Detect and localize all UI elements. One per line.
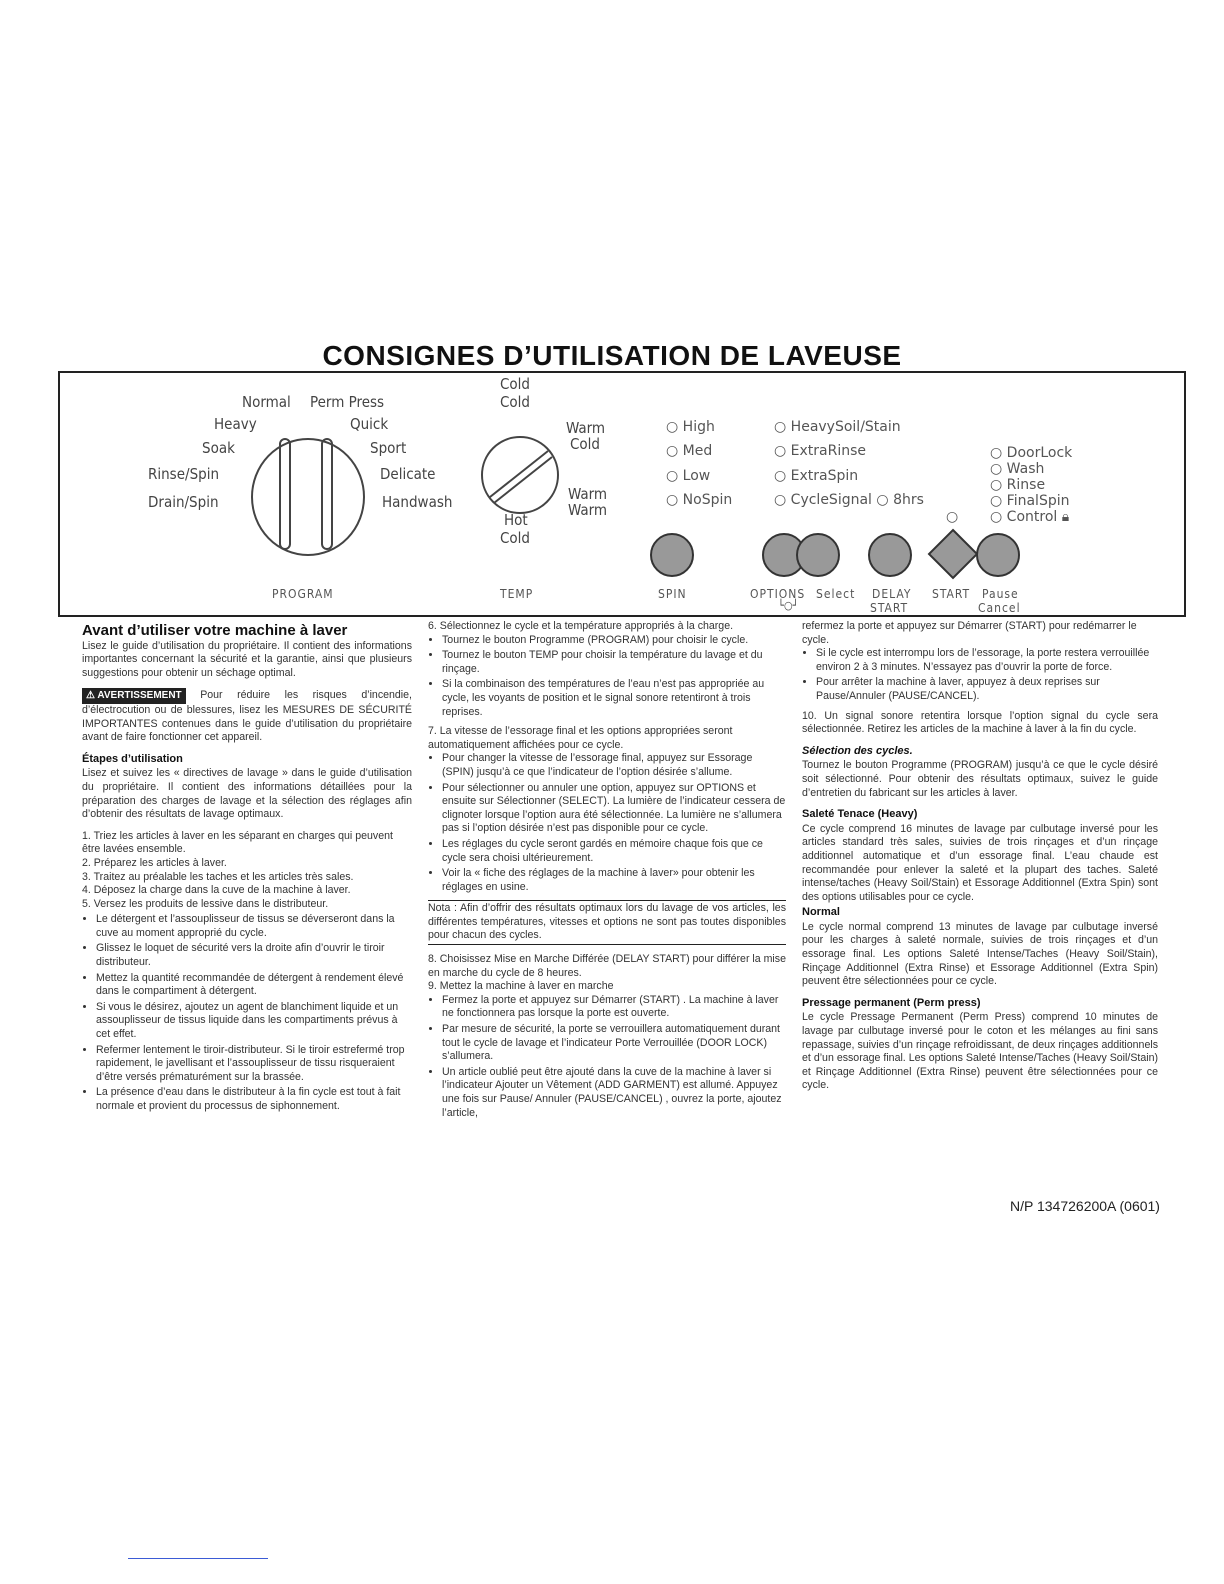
steps-intro: Lisez et suivez les « directives de lavage » dans le guide d’utilisation du propriétaire. Il contient des informations détaillées pour la préparation des charges de lavage et la sélection des réglages afin d’obtenir des résultats de lavage optimaux. [82, 767, 412, 821]
list-item: • Si le cycle est interrompu lors de l’essorage, la porte restera verrouillée environ 2 à 3 minutes. N’essayez pas d’ouvrir la porte de force. [816, 647, 1158, 674]
bullet-list [428, 752, 786, 894]
spin-option: ○ Med [666, 443, 713, 459]
list-item: • Un article oublié peut être ajouté dans la cuve de la machine à laver si l’indicateur Ajouter un Vêtement (ADD GARMENT) est allumé. Appuyez une fois sur Pause/ Annuler (PAUSE/CANCEL) , ouvrez la porte, ajoutez l’article, [442, 1066, 786, 1120]
list-item: • Tournez le bouton TEMP pour choisir la température du lavage et du rinçage. [442, 649, 786, 676]
status-light: ○ FinalSpin [990, 493, 1070, 509]
delay-label-1: DELAY [872, 587, 912, 601]
list-item: • Le détergent et l’assouplisseur de tissus se déverseront dans la cuve au moment approprié du cycle. [96, 913, 412, 940]
column-1 [82, 624, 412, 1120]
option-item: ○ ExtraSpin [774, 468, 859, 484]
temp-warm-warm-2: Warm [568, 501, 608, 519]
intro-paragraph: Lisez le guide d’utilisation du propriétaire. Il contient des informations importantes concernant la sécurité et la garantie, ainsi que plusieurs suggestions pour obtenir un séchage optimal. [82, 639, 412, 679]
list-item: 4. Déposez la charge dans la cuve de la machine à laver. [82, 884, 351, 897]
steps-heading: Étapes d’utilisation [82, 752, 183, 765]
spin-button[interactable] [648, 531, 696, 579]
column-2 [428, 620, 786, 1126]
bullet-list [428, 634, 786, 720]
heavy-heading: Saleté Tenace (Heavy) [802, 808, 918, 821]
bullet-list [82, 913, 412, 1113]
control-panel [58, 371, 1186, 617]
normal-text: Le cycle normal comprend 13 minutes de lavage par culbutage inversé pour les charges à saleté normale, suivies de trois rinçages et d’un essorage final. Les options Saleté Intense/Taches (Heavy Soil/Stain), Rinçage Additionnel (Extra Rinse) et Essorage Additionnel (Extra Spin) peuvent être sélectionnées pour ce cycle. [802, 920, 1158, 988]
temp-cold-cold-1: Cold [500, 375, 530, 393]
cycle-quick: Quick [350, 415, 389, 433]
spin-option: ○ NoSpin [666, 492, 733, 508]
delay-start-button[interactable] [866, 531, 914, 579]
temp-hot-cold-1: Hot [504, 511, 528, 529]
note-box: Nota : Afin d’offrir des résultats optimaux lors du lavage de vos articles, les différentes températures, vitesses et options ne sont pas toutes disponibles pour chacun des cycles. [428, 900, 786, 945]
list-item: 10. Un signal sonore retentira lorsque l’option signal du cycle sera sélectionnée. Retirez les articles de la machine à laver à la fin du cycle. [802, 709, 1158, 736]
spin-option: ○ High [666, 419, 715, 435]
pause-label: Pause [982, 587, 1019, 601]
list-item: • Si vous le désirez, ajoutez un agent de blanchiment liquide et un assouplisseur de tissus liquide dans les compartiments prévus à cet effet. [96, 1001, 412, 1042]
warning-paragraph: ⚠ AVERTISSEMENT Pour réduire les risques d’incendie, d’électrocution ou de blessures, lisez les MESURES DE SÉCURITÉ IMPORTANTES contenues dans le guide d’utilisation du propriétaire avant de faire fonctionner cet appareil. [82, 689, 412, 744]
list-item: 2. Préparez les articles à laver. [82, 856, 227, 869]
list-item: 3. Traitez au préalable les taches et les articles très sales. [82, 870, 354, 883]
cycle-drain-spin: Drain/Spin [148, 493, 219, 511]
bullet-list [802, 647, 1158, 703]
divider [128, 1558, 268, 1559]
cycle-soak: Soak [202, 439, 235, 457]
cycle-delicate: Delicate [380, 465, 436, 483]
option-item: ○ CycleSignal ○ 8hrs [774, 492, 924, 508]
warning-badge: ⚠ AVERTISSEMENT [82, 688, 186, 704]
start-button[interactable] [926, 527, 980, 581]
spin-option: ○ Low [666, 468, 711, 484]
option-item: ○ HeavySoil/Stain [774, 419, 901, 435]
page-title: CONSIGNES D’UTILISATION DE LAVEUSE [322, 340, 902, 371]
list-item: • Pour arrêter la machine à laver, appuyez à deux reprises sur Pause/Annuler (PAUSE/CANCEL). [816, 676, 1158, 703]
list-item: • Refermer lentement le tiroir-distributeur. Si le tiroir estrefermé trop rapidement, le javellisant et l’assouplisseur de tissu risqueraient d’être versés prématurément sur la brassée. [96, 1044, 412, 1085]
list-item: • Mettez la quantité recommandée de détergent à rendement élevé dans le compartiment à détergent. [96, 972, 412, 999]
delay-label-2: START [870, 601, 909, 615]
temp-warm-warm-1: Warm [568, 485, 608, 503]
status-light: ○ Rinse [990, 477, 1046, 493]
list-item: • Tournez le bouton Programme (PROGRAM) pour choisir le cycle. [442, 634, 786, 648]
heavy-text: Ce cycle comprend 16 minutes de lavage par culbutage inversé pour les articles standard très sales, suivies de trois rinçages et d’un rinçage additionnel automatique et d’un essorage final. L’eau chaude est recommandée pour enlever la saleté et la plupart des taches. Saleté intense/taches (Heavy Soil/Stain) et Essorage Additionnel (Extra Spin) sont des options utilisables pour ce cycle. [802, 822, 1158, 903]
temp-dial[interactable] [472, 427, 568, 523]
column-3 [802, 620, 1158, 1101]
cycle-normal: Normal [242, 393, 291, 411]
cycle-handwash: Handwash [382, 493, 453, 511]
temp-warm-cold-1: Warm [566, 419, 606, 437]
list-item: • La présence d’eau dans le distributeur à la fin cycle est tout à fait normale et provient du processus de siphonnement. [96, 1086, 412, 1113]
temp-hot-cold-2: Cold [500, 529, 530, 547]
perm-heading: Pressage permanent (Perm press) [802, 996, 981, 1009]
list-item: • Voir la « fiche des réglages de la machine à laver» pour obtenir les réglages en usine. [442, 867, 786, 894]
program-dial[interactable] [238, 423, 378, 573]
perm-text: Le cycle Pressage Permanent (Perm Press) comprend 10 minutes de lavage par culbutage inversé pour le coton et les mélanges au fini sans repassage, suivies d’un rinçage refroidissant, de deux rinçages additionnels et d’un essorage final. Les options Saleté Intense/Taches (Heavy Soil/Stain) et Rinçage Additionnel (Extra Rinse) peuvent être sélectionnées pour ce cycle. [802, 1011, 1158, 1092]
lock-icon: └○┘ [778, 599, 799, 612]
pause-cancel-button[interactable] [974, 531, 1022, 579]
start-label: START [932, 587, 971, 601]
status-light: ○ Wash [990, 461, 1045, 477]
lock-icon: 🔒︎ [1061, 509, 1070, 525]
cycle-sport: Sport [370, 439, 407, 457]
list-item: 6. Sélectionnez le cycle et la température appropriés à la charge. [428, 620, 734, 632]
delay-indicator: ○ [946, 509, 959, 525]
list-item: 5. Versez les produits de lessive dans le distributeur. [82, 897, 329, 910]
temp-warm-cold-2: Cold [570, 435, 600, 453]
list-item: • Pour sélectionner ou annuler une option, appuyez sur OPTIONS et ensuite sur Sélectionner (SELECT). La lumière de l’indicateur cessera de clignoter lorsque l’option aura été sélectionnée. La lumière ne s’allumera pas si l’option désirée n’est pas disponible pour ce cycle. [442, 782, 786, 836]
cycle-heavy: Heavy [214, 415, 257, 433]
list-item: 9. Mettez la machine à laver en marche [428, 980, 614, 993]
list-item: • Glissez le loquet de sécurité vers la droite afin d’ouvrir le tiroir distributeur. [96, 942, 412, 969]
option-item: ○ ExtraRinse [774, 443, 867, 459]
program-label: PROGRAM [272, 587, 334, 601]
list-item: 7. La vitesse de l’essorage final et les options appropriées seront automatiquement affichées pour ce cycle. [428, 725, 733, 751]
cycle-rinse-spin: Rinse/Spin [148, 465, 220, 483]
list-item: 8. Choisissez Mise en Marche Différée (DELAY START) pour différer la mise en marche du cycle de 8 heures. [428, 953, 786, 979]
numbered-list [82, 830, 412, 912]
bullet-list [428, 994, 786, 1120]
section-heading: Avant d’utiliser votre machine à laver [82, 622, 348, 639]
cycle-perm-press: Perm Press [310, 393, 385, 411]
continued-text: refermez la porte et appuyez sur Démarrer (START) pour redémarrer le cycle. [802, 620, 1137, 646]
status-light: ○ Control 🔒︎ [990, 509, 1070, 525]
list-item: • Pour changer la vitesse de l’essorage final, appuyez sur Essorage (SPIN) jusqu’à ce que l’indicateur de l’option désirée s’allume. [442, 752, 786, 779]
list-item: • Par mesure de sécurité, la porte se verrouillera automatiquement durant tout le cycle de lavage et l’indicateur Porte Verrouillée (DOOR LOCK) s’allumera. [442, 1023, 786, 1064]
select-label: Select [816, 587, 856, 601]
status-light: ○ DoorLock [990, 445, 1073, 461]
spin-label: SPIN [658, 587, 687, 601]
list-item: • Fermez la porte et appuyez sur Démarrer (START) . La machine à laver ne fonctionnera pas lorsque la porte est ouverte. [442, 994, 786, 1021]
options-label: OPTIONS [750, 587, 806, 601]
select-button[interactable] [794, 531, 842, 579]
cancel-label: Cancel [978, 601, 1021, 615]
temp-cold-cold-2: Cold [500, 393, 530, 411]
part-number: N/P 134726200A (0601) [1010, 1198, 1160, 1214]
temp-label: TEMP [500, 587, 534, 601]
status-lights [990, 445, 1072, 525]
normal-heading: Normal [802, 906, 840, 919]
selection-heading: Sélection des cycles. [802, 744, 913, 757]
list-item: 1. Triez les articles à laver en les séparant en charges qui peuvent être lavées ensemble. [82, 829, 393, 856]
selection-text: Tournez le bouton Programme (PROGRAM) jusqu’à ce que le cycle désiré soit sélectionné. Pour obtenir des résultats optimaux, suivez le guide d’entretien du fabricant sur les articles à laver. [802, 759, 1158, 799]
list-item: • Si la combinaison des températures de l’eau n’est pas appropriée au cycle, les voyants de position et le signal sonore retentiront à trois reprises. [442, 678, 786, 719]
list-item: • Les réglages du cycle seront gardés en mémoire chaque fois que ce cycle sera choisi ultérieurement. [442, 838, 786, 865]
